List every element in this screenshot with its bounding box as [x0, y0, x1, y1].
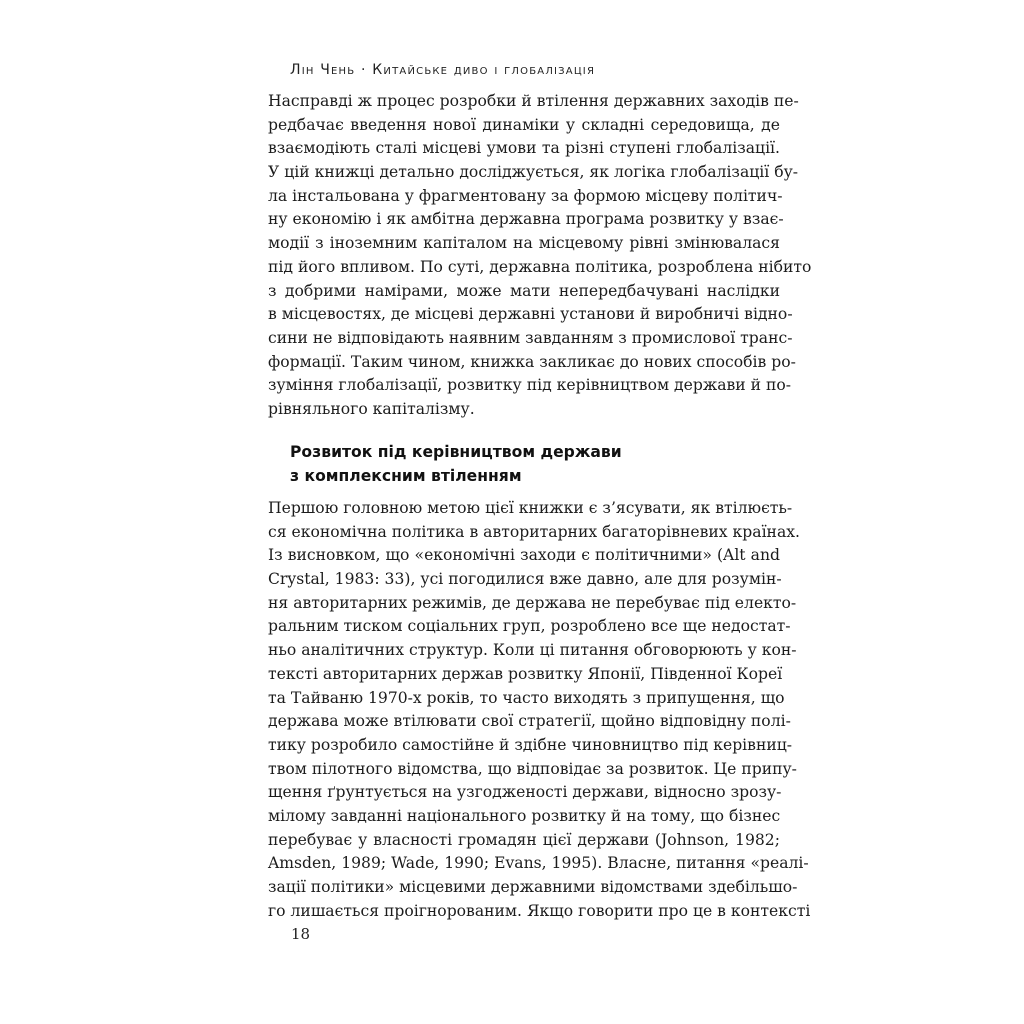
running-head: Лін Чень · Китайське диво і глобалізація	[290, 62, 596, 78]
text-line: сини не відповідають наявним завданням з промислової транс-	[268, 328, 793, 347]
text-line: мілому завданні національного розвитку й на тому, що бізнес	[268, 806, 781, 825]
text-line: формації. Таким чином, книжка закликає до нових способів ро-	[268, 352, 796, 371]
text-line: ся економічна політика в авторитарних багаторівневих країнах.	[268, 522, 800, 541]
text-line: твом пілотного відомства, що відповідає за розвиток. Це припу-	[268, 759, 797, 778]
text-line: зуміння глобалізації, розвитку під керівництвом держави й по-	[268, 376, 792, 395]
text-line: Першою головною метою цієї книжки є з’ясувати, як втілюєть-	[268, 499, 793, 517]
text-line: рівняльного капіталізму.	[268, 399, 475, 418]
text-line: з добрими намірами, може мати непередбачувані наслідки	[268, 281, 780, 300]
text-line: ральним тиском соціальних груп, розроблено все ще недостат-	[268, 617, 791, 636]
text-line: зації політики» місцевими державними відомствами здебільшо-	[268, 878, 798, 896]
page-number: 18	[291, 925, 311, 943]
text-line: держава може втілювати свої стратегії, щойно відповідну полі-	[268, 712, 791, 731]
text-line: Crystal, 1983: 33), усі погодилися вже давно, але для розумін-	[268, 570, 782, 589]
text-line: в місцевостях, де місцеві державні установи й виробничі відно-	[268, 305, 793, 324]
text-line: перебуває у власності громадян цієї держави (Johnson, 1982;	[268, 830, 780, 849]
text-line: Насправді ж процес розробки й втілення державних заходів пе-	[268, 92, 799, 110]
text-line: модії з іноземним капіталом на місцевому рівні змінювалася	[268, 234, 780, 253]
text-line: ну економію і як амбітна державна програма розвитку у взає-	[268, 210, 784, 229]
text-line: та Тайваню 1970-х років, то часто виходять з припущення, що	[268, 688, 785, 707]
text-line: го лишається проігнорованим. Якщо говорити про це в контексті	[268, 901, 811, 920]
heading-line: Розвиток під керівництвом держави	[290, 443, 622, 461]
text-line: тексті авторитарних держав розвитку Японії, Південної Кореї	[268, 664, 783, 683]
text-line: редбачає введення нової динаміки у складні середовища, де	[268, 115, 780, 134]
paragraph-1	[268, 90, 812, 422]
text-line: ла інстальована у фрагментовану за формою місцеву політич-	[268, 186, 783, 205]
text-line: тику розробило самостійне й здібне чиновництво під керівниц-	[268, 735, 793, 754]
text-line: Із висновком, що «економічні заходи є політичними» (Alt and	[268, 546, 780, 565]
text-line: взаємодіють сталі місцеві умови та різні ступені глобалізації.	[268, 139, 780, 158]
paragraph-2	[268, 497, 811, 923]
text-line: У цій книжці детально досліджується, як логіка глобалізації бу-	[268, 163, 799, 182]
text-line: щення ґрунтується на узгодженості держави, відносно зрозу-	[268, 783, 782, 802]
text-line: ньо аналітичних структур. Коли ці питання обговорюють у кон-	[268, 641, 797, 660]
text-line: Amsden, 1989; Wade, 1990; Evans, 1995). Власне, питання «реалі-	[268, 854, 809, 873]
text-line: ня авторитарних режимів, де держава не перебуває під електо-	[268, 593, 797, 612]
heading-line: з комплексним втіленням	[290, 467, 522, 485]
text-line: під його впливом. По суті, державна політика, розроблена нібито	[268, 257, 812, 276]
section-heading	[290, 440, 750, 488]
